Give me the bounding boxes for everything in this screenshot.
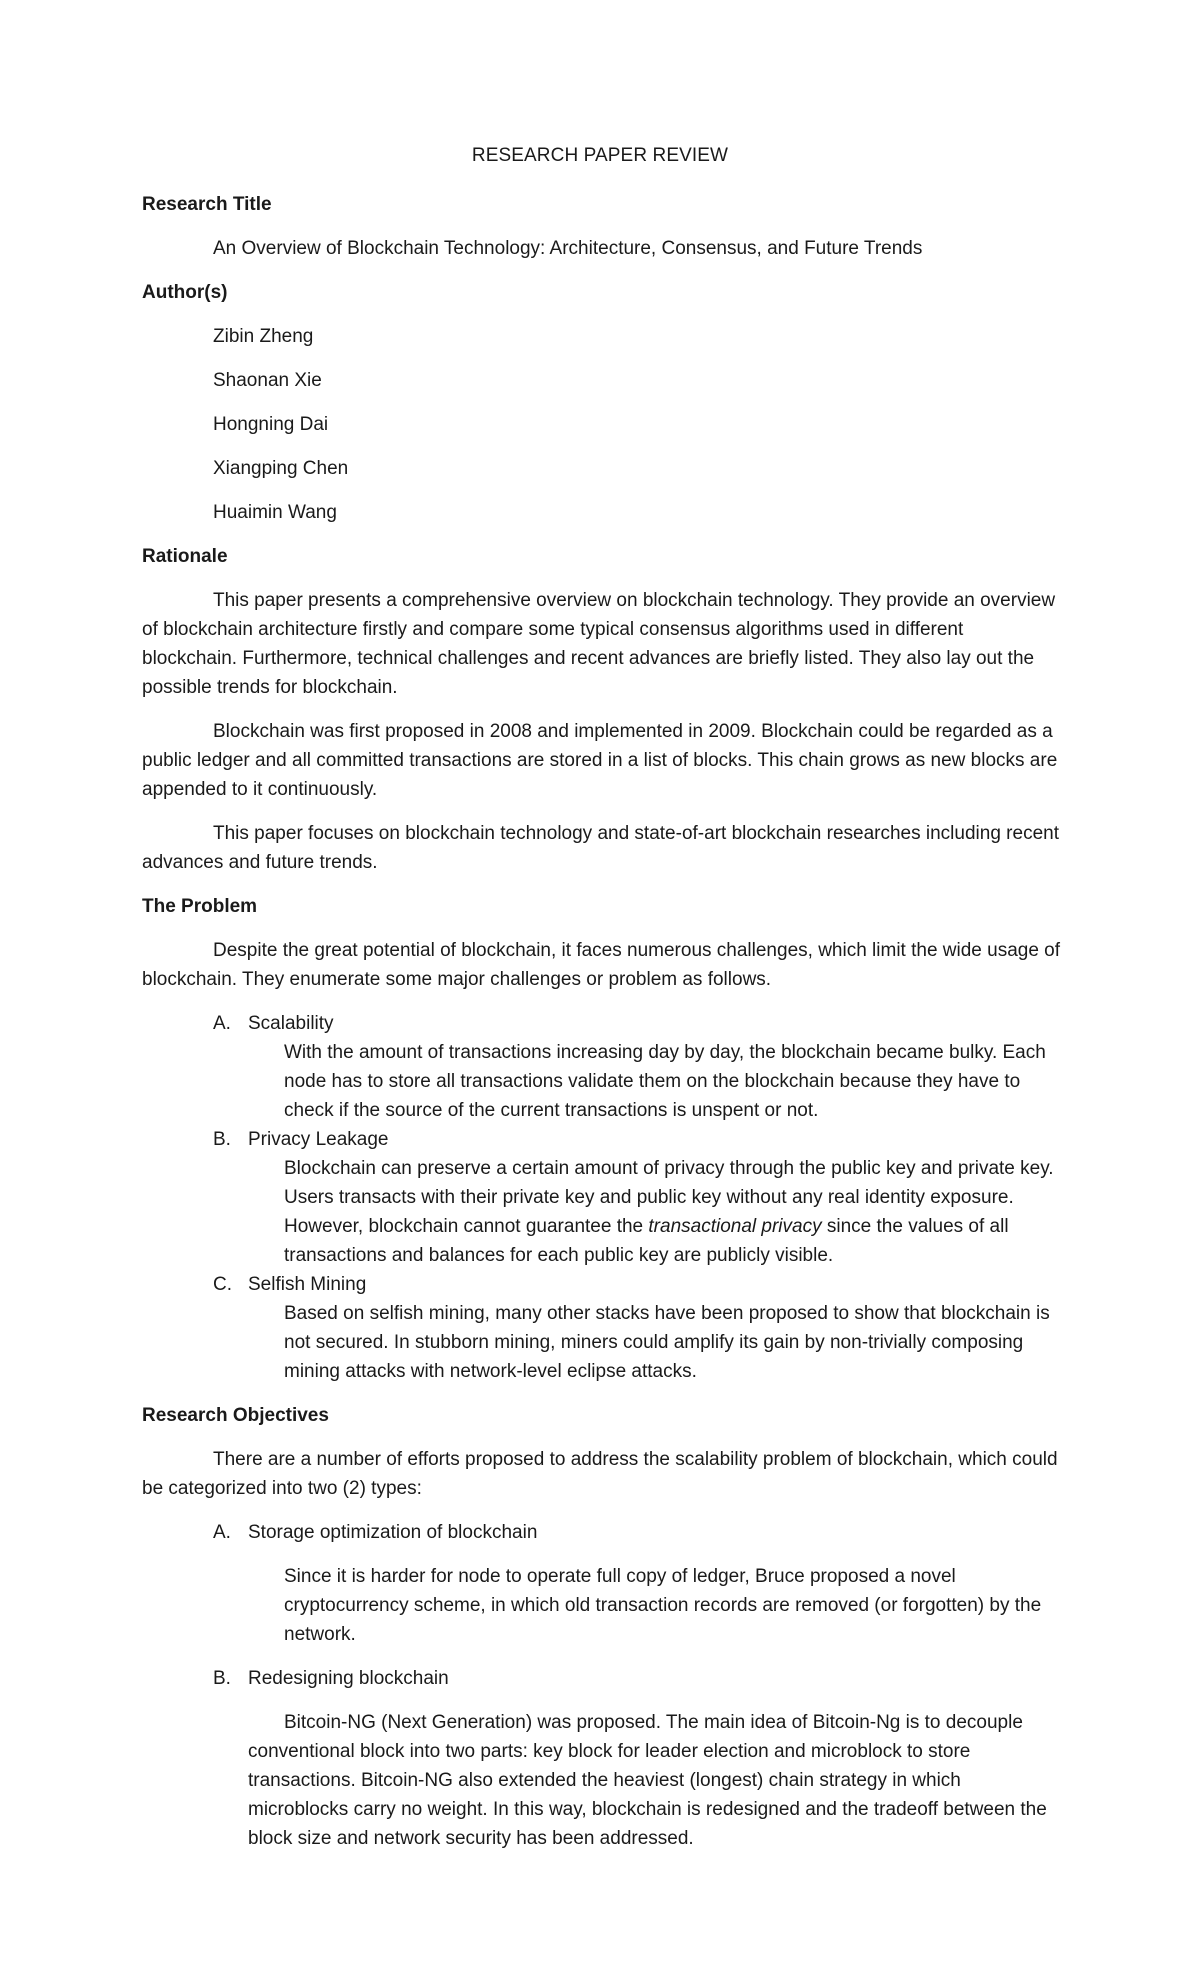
list-marker: C. <box>213 1274 232 1295</box>
list-item <box>142 1270 1062 1299</box>
problem-heading: The Problem <box>142 896 258 917</box>
problem-list <box>142 1009 1062 1386</box>
list-item <box>142 1664 1062 1693</box>
author-name: Xiangping Chen <box>213 458 349 479</box>
document-body <box>142 190 1062 1868</box>
list-item-title: Selfish Mining <box>248 1274 367 1295</box>
list-item-title: Storage optimization of blockchain <box>248 1522 538 1543</box>
rationale-paragraph: Blockchain was first proposed in 2008 and implemented in 2009. Blockchain could be regarded as a public ledger and all committed transactions are stored in a list of blocks. This chain grows as new blocks are appended to it continuously. <box>142 721 1058 800</box>
research-title-heading: Research Title <box>142 194 272 215</box>
problem-intro: Despite the great potential of blockchain, it faces numerous challenges, which limit the wide usage of blockchain. They enumerate some major challenges or problem as follows. <box>142 940 1061 990</box>
list-item-description: Based on selfish mining, many other stacks have been proposed to show that blockchain is not secured. In stubborn mining, miners could amplify its gain by non-trivially composing mining attacks with network-level eclipse attacks. <box>284 1303 1050 1382</box>
rationale-heading: Rationale <box>142 546 228 567</box>
list-item-description: With the amount of transactions increasing day by day, the blockchain became bulky. Each node has to store all transactions validate them on the blockchain because they have to check if the source of the current transactions is unspent or not. <box>284 1042 1046 1121</box>
list-item <box>142 1125 1062 1154</box>
list-marker: B. <box>213 1129 231 1150</box>
list-item-description <box>142 1154 1062 1270</box>
objectives-list <box>142 1518 1062 1853</box>
list-item <box>142 1009 1062 1038</box>
list-item-title: Privacy Leakage <box>248 1129 389 1150</box>
rationale-paragraph: This paper focuses on blockchain technology and state-of-art blockchain researches including recent advances and future trends. <box>142 823 1059 873</box>
list-item-description <box>142 1562 1062 1649</box>
author-name: Zibin Zheng <box>213 326 314 347</box>
description-text: Blockchain can preserve a certain amount of privacy through the public key and private key. Users transacts with their private key and public key without any real identity exposure. However, blockchain cannot guarantee the <box>284 1158 1054 1237</box>
author-name: Shaonan Xie <box>213 370 322 391</box>
objectives-heading: Research Objectives <box>142 1405 329 1426</box>
description-text: Bitcoin-NG (Next Generation) was proposed. The main idea of Bitcoin-Ng is to decouple conventional block into two parts: key block for leader election and microblock to store transactions. Bitcoin-NG also extended the heaviest (longest) chain strategy in which microblocks carry no weight. In this way, blockchain is redesigned and the tradeoff between the block size and network security has been addressed. <box>248 1712 1047 1849</box>
list-marker: A. <box>213 1013 231 1034</box>
list-marker: B. <box>213 1668 231 1689</box>
research-title-value: An Overview of Blockchain Technology: Architecture, Consensus, and Future Trends <box>213 238 923 259</box>
author-name: Huaimin Wang <box>213 502 337 523</box>
document-title: RESEARCH PAPER REVIEW <box>471 145 729 166</box>
rationale-paragraph: This paper presents a comprehensive overview on blockchain technology. They provide an overview of blockchain architecture firstly and compare some typical consensus algorithms used in different blockchain. Furthermore, technical challenges and recent advances are briefly listed. They also lay out the possible trends for blockchain. <box>142 590 1056 698</box>
objectives-intro: There are a number of efforts proposed to address the scalability problem of blockchain, which could be categorized into two (2) types: <box>142 1449 1058 1499</box>
list-item-title: Redesigning blockchain <box>248 1668 449 1689</box>
description-text: Since it is harder for node to operate full copy of ledger, Bruce proposed a novel cryptocurrency scheme, in which old transaction records are removed (or forgotten) by the network. <box>284 1566 1042 1645</box>
authors-heading: Author(s) <box>142 282 228 303</box>
list-item <box>142 1518 1062 1547</box>
list-marker: A. <box>213 1522 231 1543</box>
author-name: Hongning Dai <box>213 414 329 435</box>
emphasized-term: transactional privacy <box>648 1216 822 1237</box>
list-item-description <box>142 1708 1062 1853</box>
list-item-title: Scalability <box>248 1013 334 1034</box>
description-text: since the values of all transactions and balances for each public key are publicly visible. <box>284 1216 1009 1266</box>
